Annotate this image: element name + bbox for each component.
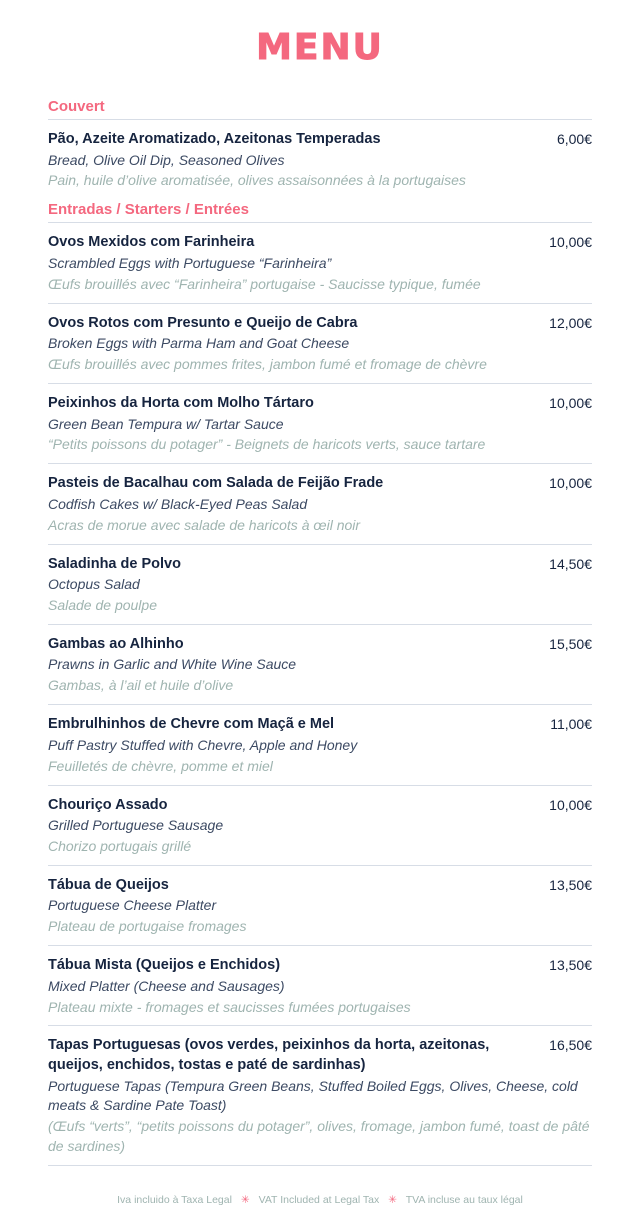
menu-item-description-fr: Acras de morue avec salade de haricots à œil noir <box>48 516 361 533</box>
menu-item-price: 10,00€ <box>549 475 592 492</box>
menu-item-header <box>48 130 592 150</box>
menu-item[interactable] <box>48 952 592 1021</box>
menu-item-header <box>48 555 592 575</box>
menu-item-price: 13,50€ <box>549 876 592 893</box>
menu-item-price: 10,00€ <box>549 234 592 251</box>
divider <box>48 222 592 223</box>
menu-item-header <box>48 394 592 414</box>
menu-item-price: 10,00€ <box>549 796 592 813</box>
menu-item-description-fr: Plateau de portugaise fromages <box>48 918 247 935</box>
menu-item-description-fr: Œufs brouillés avec pommes frites, jambon fumé et fromage de chèvre <box>48 356 487 373</box>
menu-item-price: 13,50€ <box>549 957 592 974</box>
divider <box>48 624 592 625</box>
menu-item-header <box>48 635 592 655</box>
page-title: MENU <box>256 27 384 68</box>
footer-text-pt: Iva incluido à Taxa Legal <box>117 1194 232 1206</box>
menu-item-price: 16,50€ <box>549 1037 592 1054</box>
menu-item-name: Gambas ao Alhinho <box>48 635 184 652</box>
menu-section-entradas <box>48 195 592 1166</box>
menu-item-description-en: Grilled Portuguese Sausage <box>48 817 224 834</box>
menu-item-description-en: Mixed Platter (Cheese and Sausages) <box>48 977 285 994</box>
menu-item-name: Saladinha de Polvo <box>48 555 181 572</box>
menu-item-description-en: Bread, Olive Oil Dip, Seasoned Olives <box>48 151 285 168</box>
menu-item-name: Ovos Mexidos com Farinheira <box>48 234 255 251</box>
menu-item-description-fr: Salade de poulpe <box>48 597 157 613</box>
menu-item-header <box>48 1036 592 1075</box>
section-heading: Couvert <box>48 98 105 115</box>
divider <box>48 1025 592 1026</box>
menu-item-description-en: Puff Pastry Stuffed with Chevre, Apple and Honey <box>48 736 358 753</box>
menu-item-description-en: Codfish Cakes w/ Black-Eyed Peas Salad <box>48 495 308 512</box>
divider <box>48 945 592 946</box>
menu-item-description-en: Octopus Salad <box>48 576 140 593</box>
menu-item[interactable] <box>48 711 592 780</box>
menu-item-header <box>48 876 592 896</box>
menu-item[interactable] <box>48 229 592 298</box>
menu-item[interactable] <box>48 792 592 861</box>
menu-item-name: Chouriço Assado <box>48 796 168 813</box>
menu-item-header <box>48 233 592 253</box>
divider <box>48 119 592 120</box>
footer-tax-notice <box>0 1194 640 1206</box>
menu-item-name: Ovos Rotos com Presunto e Queijo de Cabra <box>48 314 358 331</box>
menu-item[interactable] <box>48 310 592 379</box>
menu-item-header <box>48 314 592 334</box>
menu-item-price: 11,00€ <box>550 716 592 733</box>
menu-item[interactable] <box>48 1032 592 1161</box>
asterisk-flower-icon: ✳ <box>240 1194 250 1206</box>
menu-item-description-en: Green Bean Tempura w/ Tartar Sauce <box>48 415 284 432</box>
menu-page <box>0 27 640 1230</box>
menu-item[interactable] <box>48 390 592 459</box>
footer-text-fr: TVA incluse au taux légal <box>405 1194 523 1206</box>
menu-item-price: 6,00€ <box>556 131 592 147</box>
divider <box>48 303 592 304</box>
divider <box>48 1165 592 1166</box>
menu-item-description-fr: Chorizo portugais grillé <box>48 837 192 854</box>
divider <box>48 463 592 464</box>
menu-item-header <box>48 715 592 735</box>
section-heading: Entradas / Starters / Entrées <box>48 201 249 219</box>
menu-item-header <box>48 956 592 976</box>
menu-item[interactable] <box>48 872 592 941</box>
footer-text-en: VAT Included at Legal Tax <box>258 1194 380 1206</box>
menu-item-description-fr: Feuilletés de chèvre, pomme et miel <box>48 757 273 774</box>
menu-item-description-fr: Plateau mixte - fromages et saucisses fumées portugaises <box>48 998 411 1015</box>
divider <box>48 383 592 384</box>
menu-section-couvert <box>48 92 592 195</box>
menu-item-header <box>48 474 592 494</box>
menu-item[interactable] <box>48 126 592 195</box>
menu-item-name: Tapas Portuguesas (ovos verdes, peixinhos da horta, azeitonas, queijos, enchidos, tostas e paté de sardinhas) <box>48 1037 490 1073</box>
menu-item-description-en: Portuguese Tapas (Tempura Green Beans, Stuffed Boiled Eggs, Olives, Cheese, cold meats & Sardine Pate Toast) <box>48 1077 578 1114</box>
menu-item[interactable] <box>48 470 592 539</box>
menu-item-name: Pão, Azeite Aromatizado, Azeitonas Temperadas <box>48 131 381 147</box>
asterisk-flower-icon: ✳ <box>388 1194 397 1206</box>
menu-item-name: Pasteis de Bacalhau com Salada de Feijão Frade <box>48 475 384 492</box>
menu-item-description-fr: Gambas, à l’ail et huile d’olive <box>48 677 234 694</box>
menu-item-price: 12,00€ <box>549 314 592 331</box>
menu-item-name: Peixinhos da Horta com Molho Tártaro <box>48 394 314 411</box>
menu-item-description-fr: Œufs brouillés avec “Farinheira” portugaise - Saucisse typique, fumée <box>48 275 481 292</box>
menu-item-header <box>48 796 592 816</box>
menu-item-description-fr: Pain, huile d’olive aromatisée, olives assaisonnées à la portugaises <box>48 172 466 189</box>
menu-item-description-en: Prawns in Garlic and White Wine Sauce <box>48 656 297 673</box>
divider <box>48 785 592 786</box>
menu-item-price: 15,50€ <box>549 635 592 652</box>
menu-item-name: Tábua Mista (Queijos e Enchidos) <box>48 957 281 974</box>
menu-item-name: Embrulhinhos de Chevre com Maçã e Mel <box>48 716 335 733</box>
menu-item-description-en: Broken Eggs with Parma Ham and Goat Cheese <box>48 335 350 352</box>
menu-item[interactable] <box>48 551 592 620</box>
menu-item[interactable] <box>48 631 592 700</box>
menu-item-price: 14,50€ <box>549 555 592 572</box>
divider <box>48 704 592 705</box>
menu-item-description-en: Portuguese Cheese Platter <box>48 897 217 914</box>
menu-item-name: Tábua de Queijos <box>48 876 169 893</box>
menu-item-price: 10,00€ <box>549 394 592 411</box>
menu-item-description-en: Scrambled Eggs with Portuguese “Farinheira” <box>48 254 332 271</box>
divider <box>48 544 592 545</box>
menu-item-description-fr: (Œufs “verts”, “petits poissons du potager”, olives, fromage, jambon fumé, toast de pâté de sardines) <box>48 1118 590 1155</box>
divider <box>48 865 592 866</box>
menu-item-description-fr: “Petits poissons du potager” - Beignets de haricots verts, sauce tartare <box>48 436 486 453</box>
